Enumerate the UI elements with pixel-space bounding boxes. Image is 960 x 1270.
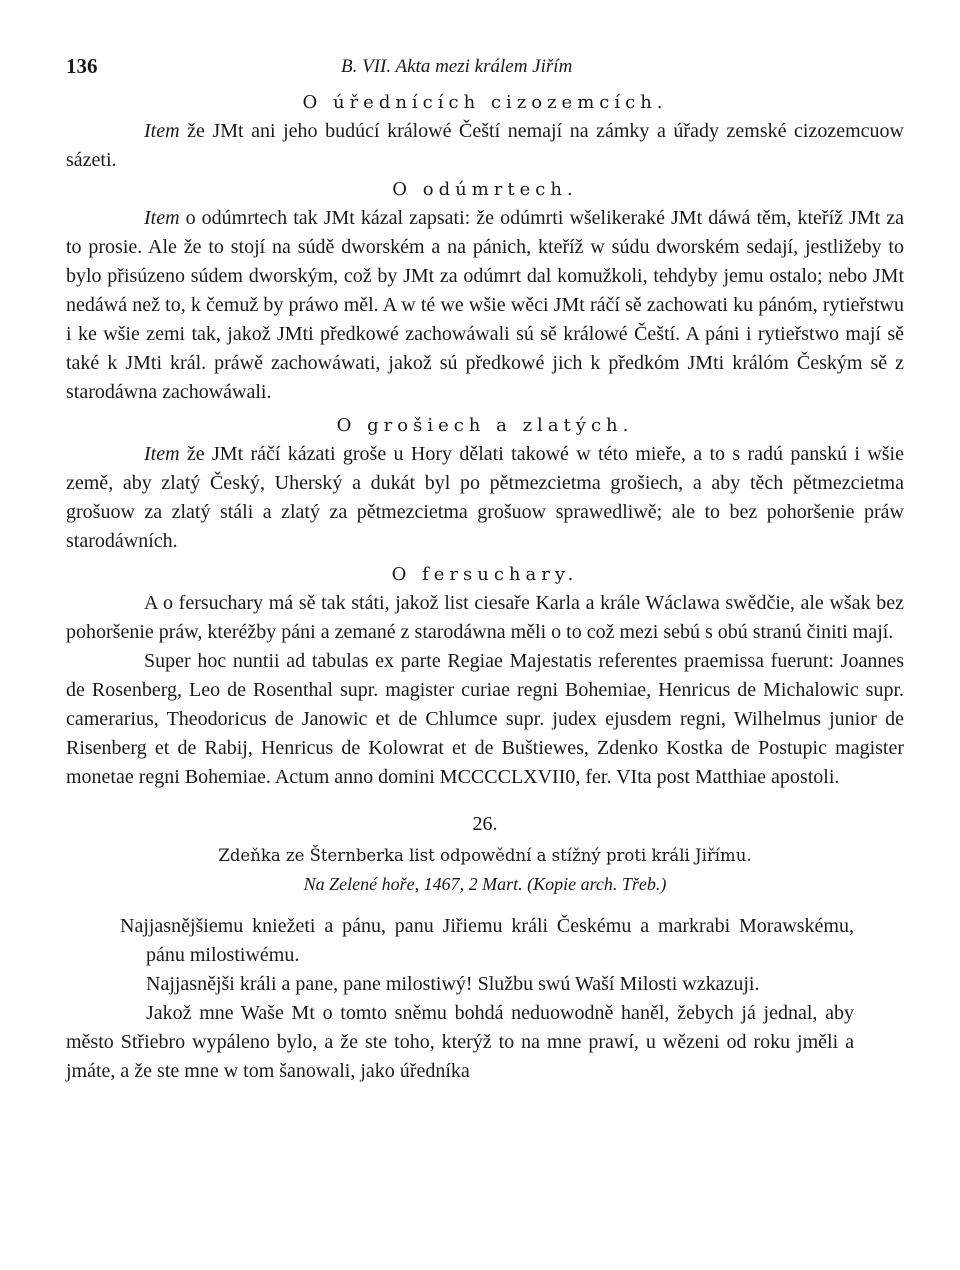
section-coins — [66, 411, 904, 556]
document-source: Na Zelené hoře, 1467, 2 Mart. (Kopie arch. Třeb.) — [303, 874, 667, 894]
item-lead: Item — [144, 207, 180, 229]
running-title: B. VII. Akta mezi králem Jiřím — [341, 56, 573, 77]
page-header — [66, 52, 906, 84]
letter-address: Najjasnějšiemu kniežeti a pánu, panu Jiřiemu králi Českému a markrabi Morawskému, pánu milostiwému. — [120, 915, 854, 966]
section-foreign-officials — [66, 88, 904, 175]
section-paragraph — [66, 440, 904, 556]
section-heading: O grošiech a zlatých. — [336, 415, 634, 436]
page-number: 136 — [66, 54, 98, 78]
page-body — [66, 88, 904, 1086]
letter-body: Jakož mne Waše Mt o tomto sněmu bohdá neduowodně haněl, žebych já jednal, aby město Střiebro wypáleno bylo, a že ste toho, kterýž to na mne prawí, u wězeni od roku jměli a jmáte, a že ste mne w tom šanowali, jako úředníka — [66, 1002, 854, 1082]
section-heading: O fersuchary. — [391, 564, 579, 585]
paragraph-text: že JMt ráčí kázati groše u Hory dělati takowé w této mieře, a to s radú panskú i wšie země, aby zlatý Český, Uherský a dukát byl po pětmezcietma grošiech, a aby těch pětmezcietma grošuow za zlatý stáli a zlatý za pětmezcietma grošuow sprawedliwě; ale to bez pohoršenie práw starodáwních. — [66, 443, 904, 552]
closing-paragraph: Super hoc nuntii ad tabulas ex parte Regiae Majestatis referentes praemissa fuerunt: Joannes de Rosenberg, Leo de Rosenthal supr. magister curiae regni Bohemiae, Henricus de Michalowic supr. camerarius, Theodoricus de Janowic et de Chlumce supr. judex ejusdem regni, Wilhelmus junior de Risenberg et de Rabij, Henricus de Kolowrat et de Buštiewes, Zdenko Kostka de Postupic magister monetae regni Bohemiae. Actum anno domini MCCCCLXVII0, fer. VIta post Matthiae apostoli. — [66, 650, 904, 788]
paragraph-text: A o fersuchary má sě tak státi, jakož list ciesaře Karla a krále Wáclawa swědčie, ale wšak bez pohoršenie práw, kteréžby páni a zemané z starodáwna měli o to což mezi sebú s obú stranú činiti mají. — [66, 592, 904, 643]
paragraph-text: že JMt ani jeho budúcí králowé Čeští nemají na zámky a úřady zemské cizozemcuow sázeti. — [66, 120, 904, 171]
item-lead: Item — [144, 443, 180, 465]
section-paragraph — [66, 589, 904, 647]
document-title: Zdeňka ze Šternberka list odpowědní a stížný proti králi Jiřímu. — [218, 846, 752, 865]
item-lead: Item — [144, 120, 180, 142]
section-paragraph — [66, 117, 904, 175]
letter-salutation: Najjasnějši králi a pane, pane milostiwý! Službu swú Waší Milosti wzkazuji. — [146, 973, 760, 995]
section-escheats — [66, 175, 904, 407]
section-paragraph — [66, 204, 904, 407]
paragraph-text: o odúmrtech tak JMt kázal zapsati: že odúmrti wšelikeraké JMt dáwá těm, kteříž JMt za to prosie. Ale že to stojí na súdě dworském a na pánich, kteříž w súdu dworském sedají, jestližeby to bylo přisúzeno súdem dworským, což by JMt za odúmrt dal komužkoli, tehdyby jemu ostalo; nebo JMt nedáwá než to, k čemuž by práwo měl. A w té we wšie wěci JMt ráčí sě zachowati ku pánóm, rytieřstwu i ke wšie zemi tak, jakož JMti předkowé zachowáwali sú sě králowé Čeští. A páni i rytieřstwo mají sě také k JMti král. práwě zachowáwati, jakož sú předkowé jich k předkóm JMti králóm Českým sě z starodáwna zachowáwali. — [66, 207, 904, 403]
document-number: 26. — [472, 813, 498, 835]
section-heading: O odúmrtech. — [392, 179, 578, 200]
section-fersuchary — [66, 560, 904, 647]
section-heading: O úřednících cizozemcích. — [302, 92, 668, 113]
